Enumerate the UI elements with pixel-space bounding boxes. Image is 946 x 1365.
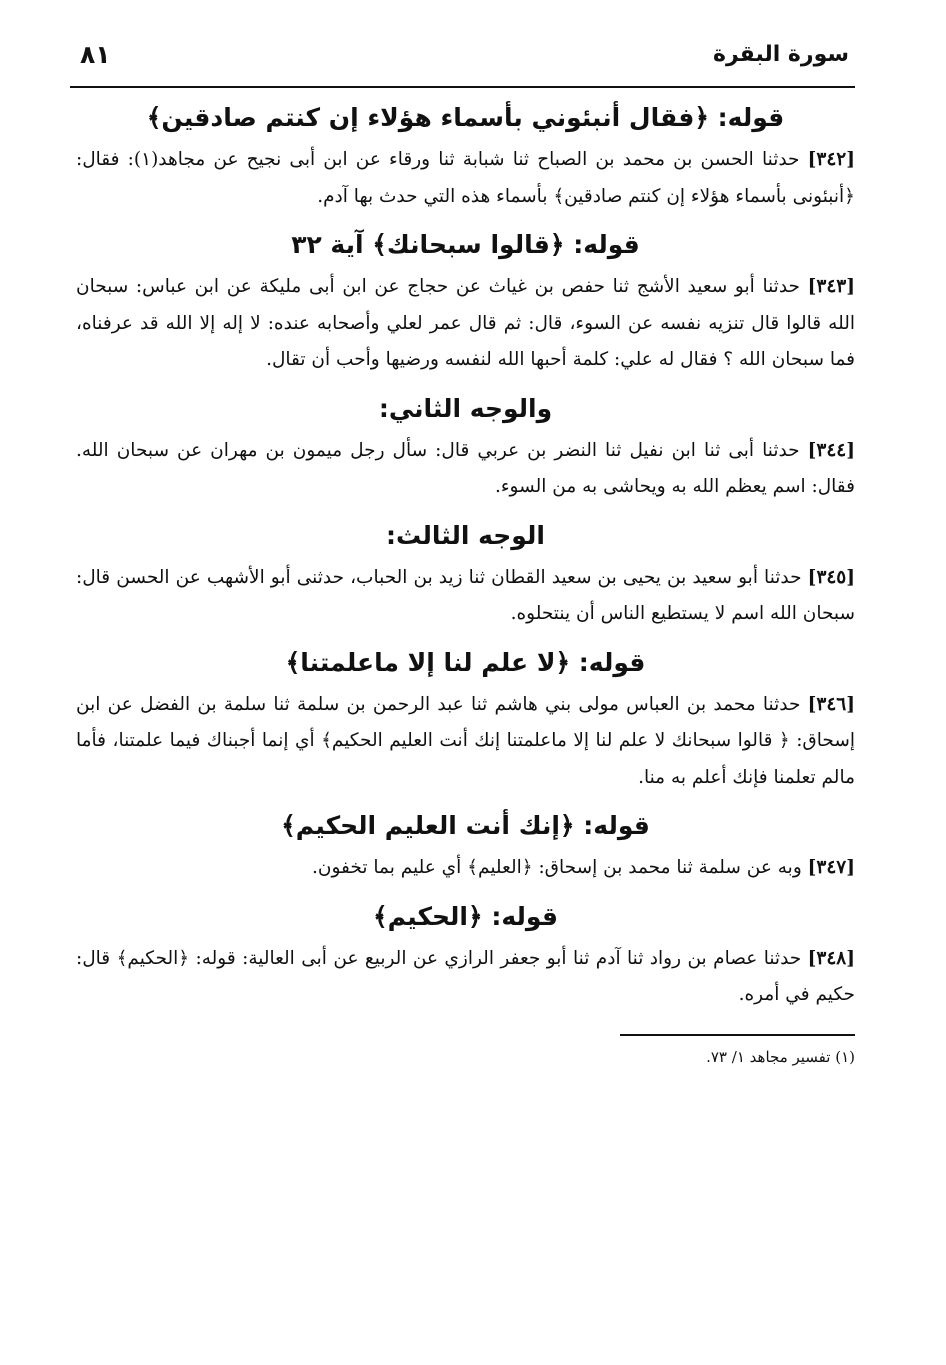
report-number: [٣٤٢] (807, 149, 855, 170)
page-header (70, 38, 855, 88)
report-paragraph (76, 560, 855, 633)
report-text: حدثنا أبى ثنا ابن نفيل ثنا النضر بن عربي قال: سأل رجل ميمون بن مهران عن سبحان الله. فقال: اسم يعظم الله به ويحاشى به من السوء. (76, 439, 855, 497)
section-heading: الوجه الثالث: (386, 520, 545, 550)
section-heading: قوله: ﴿قالوا سبحانك﴾ آية ٣٢ (291, 230, 640, 259)
section-heading: قوله: ﴿لا علم لنا إلا ماعلمتنا﴾ (285, 647, 646, 677)
page-content (70, 96, 855, 1070)
running-title: سورة البقرة (712, 42, 849, 67)
report-text: وبه عن سلمة ثنا محمد بن إسحاق: ﴿العليم﴾ أي عليم بما تخفون. (312, 857, 802, 878)
report-number: [٣٤٨] (807, 947, 855, 969)
footnote: (١) تفسير مجاهد ١/ ٧٣. (706, 1047, 855, 1066)
report-number: [٣٤٧] (807, 857, 855, 878)
report-text: حدثنا أبو سعيد الأشج ثنا حفص بن غياث عن حجاج عن ابن أبى مليكة عن ابن عباس: سبحان الله قالوا قال تنزيه نفسه عن السوء، قال: ثم قال عمر لعلي وأصحابه عنده: لا إله إلا الله قد عرفناه، فما سبحان الله ؟ فقال له علي: كلمة أحبها الله لنفسه ورضيها وأحب أن تقال. (76, 276, 855, 370)
book-page (70, 38, 855, 1278)
report-paragraph (76, 433, 855, 506)
report-number: [٣٤٦] (807, 693, 855, 715)
section-heading: قوله: ﴿الحكيم﴾ (373, 901, 558, 931)
report-paragraph (76, 850, 855, 887)
report-paragraph (76, 269, 855, 379)
report-text: حدثنا الحسن بن محمد بن الصباح ثنا شبابة ثنا ورقاء عن ابن أبى نجيح عن مجاهد(١): فقال: ﴿أنبئونى بأسماء هؤلاء إن كنتم صادقين﴾ بأسماء هذه التي حدث بها آدم. (76, 149, 855, 207)
report-text: حدثنا عصام بن رواد ثنا آدم ثنا أبو جعفر الرازي عن الربيع عن أبى العالية: قوله: ﴿الحكيم﴾ قال: حكيم في أمره. (76, 947, 855, 1005)
report-number: [٣٤٥] (807, 566, 856, 588)
section-heading: قوله: ﴿إنك أنت العليم الحكيم﴾ (281, 811, 650, 840)
report-text: حدثنا أبو سعيد بن يحيى بن سعيد القطان ثنا زيد بن الحباب، حدثنى أبو الأشهب عن الحسن قال: سبحان الله اسم لا يستطيع الناس أن ينتحلوه. (76, 566, 855, 624)
report-number: [٣٤٤] (807, 439, 855, 461)
report-number: [٣٤٣] (807, 276, 855, 297)
report-text: حدثنا محمد بن العباس مولى بني هاشم ثنا عبد الرحمن بن سلمة ثنا سلمة بن الفضل عن ابن إسحاق: ﴿ قالوا سبحانك لا علم لنا إلا ماعلمتنا إنك أنت العليم الحكيم﴾ أي إنما أجبناك فيما علمتنا، فأما مالم تعلمنا فإنك أعلم به منا. (76, 693, 855, 788)
page-number: ٨١ (80, 40, 111, 69)
section-heading: قوله: ﴿فقال أنبئوني بأسماء هؤلاء إن كنتم صادقين﴾ (146, 103, 785, 132)
section-heading: والوجه الثاني: (378, 393, 553, 423)
footnote-divider (620, 1034, 855, 1036)
report-paragraph (76, 941, 855, 1014)
report-paragraph (76, 142, 855, 215)
report-paragraph (76, 687, 855, 797)
